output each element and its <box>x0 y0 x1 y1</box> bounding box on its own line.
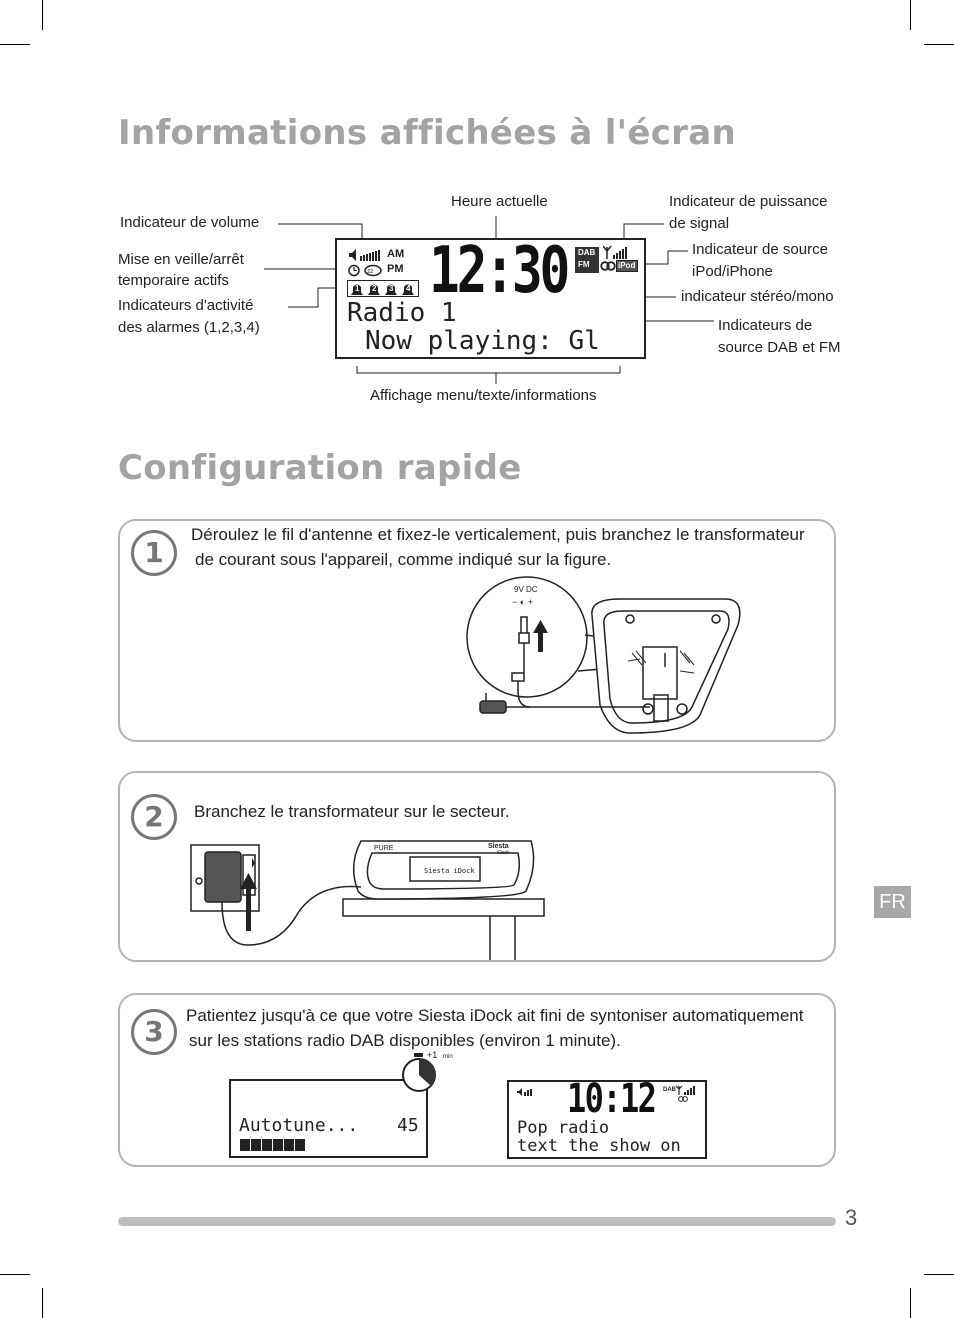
crop-mark <box>42 1288 43 1318</box>
page-number: 3 <box>845 1205 858 1230</box>
label-volume: Indicateur de volume <box>120 214 260 231</box>
step-1-text-2: de courant sous l'appareil, comme indiqué sur la figure. <box>195 550 612 569</box>
lcd-line-1: Radio 1 <box>347 298 457 328</box>
radio-clock: 10:12 <box>567 1076 656 1122</box>
timer-icon <box>400 1050 460 1095</box>
label-dabfm-1: Indicateurs de <box>718 317 813 334</box>
dab-label: DAB <box>578 248 596 257</box>
timer-unit: min <box>443 1054 453 1060</box>
step-3-text-1: Patientez jusqu'à ce que votre Siesta iDock ait fini de syntoniser automatiquement <box>186 1006 804 1025</box>
step-number: 1 <box>131 530 177 576</box>
label-menu-text: Affichage menu/texte/informations <box>370 387 597 404</box>
crop-mark <box>924 1274 954 1275</box>
radio-dab-label: DAB <box>663 1087 676 1093</box>
autotune-count: 45 <box>397 1115 419 1136</box>
step-1-illustration <box>460 575 760 740</box>
model-sub-label: iDock <box>497 850 510 856</box>
model-label: Siesta <box>488 843 509 850</box>
step-2-illustration <box>188 835 558 960</box>
label-signal-2: de signal <box>669 215 730 232</box>
label-alarms-1: Indicateurs d'activité <box>118 297 254 314</box>
alarm-number: 1 <box>355 284 360 293</box>
alarm-number: 3 <box>389 284 394 293</box>
label-signal-1: Indicateur de puissance <box>669 193 828 210</box>
dab-fm-indicator <box>575 247 599 273</box>
alarm-number: 4 <box>406 284 411 293</box>
step-2-text-1: Branchez le transformateur sur le secteur. <box>194 802 510 821</box>
radio-line-1: Pop radio <box>517 1118 610 1138</box>
crop-mark <box>0 1274 30 1275</box>
label-sleep-1: Mise en veille/arrêt <box>118 251 244 268</box>
footer-bar <box>118 1217 836 1226</box>
volume-icon <box>349 249 383 261</box>
label-current-time: Heure actuelle <box>451 193 548 210</box>
volume-icon <box>517 1088 533 1096</box>
ipod-indicator <box>616 260 638 272</box>
label-ipod-1: Indicateur de source <box>692 241 828 258</box>
stereo-icon <box>600 261 616 271</box>
radio-screen <box>507 1076 707 1159</box>
svg-text:zz: zz <box>367 268 374 275</box>
label-sleep-2: temporaire actifs <box>118 272 229 289</box>
autotune-text: Autotune... <box>239 1115 359 1136</box>
autotune-screen <box>229 1079 428 1158</box>
crop-mark <box>910 1288 911 1318</box>
am-indicator: AM <box>387 248 405 260</box>
polarity-icon: − ◐ + <box>512 597 533 607</box>
fm-label: FM <box>578 260 590 269</box>
alarm-number: 2 <box>372 284 377 293</box>
section-title-quick-setup: Configuration rapide <box>118 448 522 488</box>
label-ipod-2: iPod/iPhone <box>692 263 773 280</box>
dc-label: 9V DC <box>514 585 538 594</box>
step-1-text-1: Déroulez le fil d'antenne et fixez-le verticalement, puis branchez le transformateur <box>191 525 805 544</box>
pm-indicator: PM <box>387 263 404 275</box>
step-number: 2 <box>131 794 177 840</box>
label-stereo: indicateur stéréo/mono <box>681 288 834 305</box>
device-screen-text: Siesta iDock <box>424 867 475 875</box>
step-number: 3 <box>131 1009 177 1055</box>
clock-display: 12:30 <box>429 234 568 308</box>
step-3-text-2: sur les stations radio DAB disponibles (environ 1 minute). <box>189 1031 621 1050</box>
progress-blocks <box>240 1139 310 1151</box>
alarm-indicators <box>347 280 419 297</box>
signal-strength-icon <box>603 245 631 259</box>
brand-label: PURE <box>374 845 394 852</box>
page-title: Informations affichées à l'écran <box>118 113 736 153</box>
ipod-label: iPod <box>618 261 636 270</box>
main-lcd-display <box>335 234 646 359</box>
radio-line-2: text the show on <box>517 1136 681 1156</box>
sleep-icon <box>348 264 384 277</box>
label-dabfm-2: source DAB et FM <box>718 339 841 356</box>
language-tab: FR <box>874 886 911 918</box>
lcd-line-2: Now playing: Gl <box>365 326 600 356</box>
timer-plus: +1 <box>427 1050 438 1060</box>
signal-strength-icon <box>676 1085 696 1103</box>
label-alarms-2: des alarmes (1,2,3,4) <box>118 319 260 336</box>
